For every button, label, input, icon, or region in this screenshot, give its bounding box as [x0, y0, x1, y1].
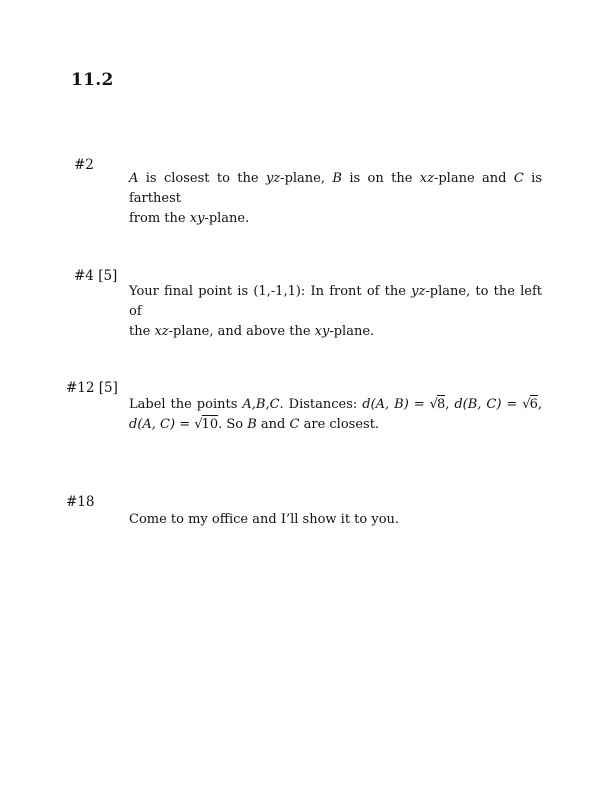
answer-line: [129, 395, 542, 415]
text-run: . Distances:: [279, 397, 363, 412]
text-run: Your final point is (1,-1,1): In front of the: [129, 284, 412, 299]
answer-line: [129, 169, 542, 209]
text-run: -plane, and above the: [168, 324, 315, 339]
text-run: is farthest: [129, 171, 543, 206]
text-run: =: [501, 397, 523, 412]
sqrt-expr: √6: [522, 397, 538, 412]
text-run: ,: [445, 397, 455, 412]
math-var: C: [513, 171, 524, 186]
text-run: is on the: [341, 171, 420, 186]
problem-label: #4 [5]: [74, 268, 118, 284]
radicand: 6: [529, 397, 538, 412]
text-run: -plane, to the left of: [129, 284, 543, 319]
text-run: and: [256, 417, 290, 432]
answer-line: [129, 282, 542, 322]
math-var: B: [332, 171, 342, 186]
sqrt-expr: √10: [194, 417, 219, 432]
radicand: 8: [436, 397, 446, 412]
text-run: ,: [537, 397, 542, 412]
text-run: are closest.: [299, 417, 380, 432]
math-var: xy: [189, 211, 205, 226]
text-run: from the: [129, 211, 190, 226]
problem-answer: [129, 395, 542, 435]
math-var: yz: [265, 171, 281, 186]
problem-label: #2: [74, 157, 94, 173]
text-run: -plane.: [329, 324, 375, 339]
math-var: A,B,C: [242, 397, 280, 412]
text-run: -plane and: [433, 171, 514, 186]
answer-line: [129, 322, 542, 342]
text-run: Label the points: [129, 397, 243, 412]
problem-answer: [129, 169, 542, 229]
text-run: =: [408, 397, 430, 412]
text-run: =: [175, 417, 195, 432]
radicand: 10: [201, 417, 219, 432]
math-var: A: [129, 171, 139, 186]
sqrt-expr: √8: [429, 397, 446, 412]
answer-line: [129, 209, 542, 229]
math-expr: d(A, B): [362, 397, 409, 412]
section-title: 11.2: [71, 70, 114, 90]
text-run: is closest to the: [138, 171, 266, 186]
answer-line: Come to my office and I’ll show it to you.: [129, 512, 400, 527]
text-run: . So: [218, 417, 248, 432]
problem-answer: [129, 282, 542, 342]
math-expr: d(B, C): [454, 397, 502, 412]
text-run: -plane.: [204, 211, 250, 226]
problem-answer: [129, 510, 542, 530]
math-var: xz: [419, 171, 434, 186]
math-var: B: [247, 417, 257, 432]
math-var: C: [289, 417, 300, 432]
answer-line: [129, 415, 542, 435]
problem-label: #18: [66, 494, 95, 510]
math-var: xy: [314, 324, 330, 339]
math-var: yz: [411, 284, 426, 299]
math-expr: d(A, C): [129, 417, 176, 432]
math-var: xz: [154, 324, 169, 339]
problem-label: #12 [5]: [66, 380, 118, 396]
text-run: -plane,: [280, 171, 333, 186]
text-run: the: [129, 324, 155, 339]
